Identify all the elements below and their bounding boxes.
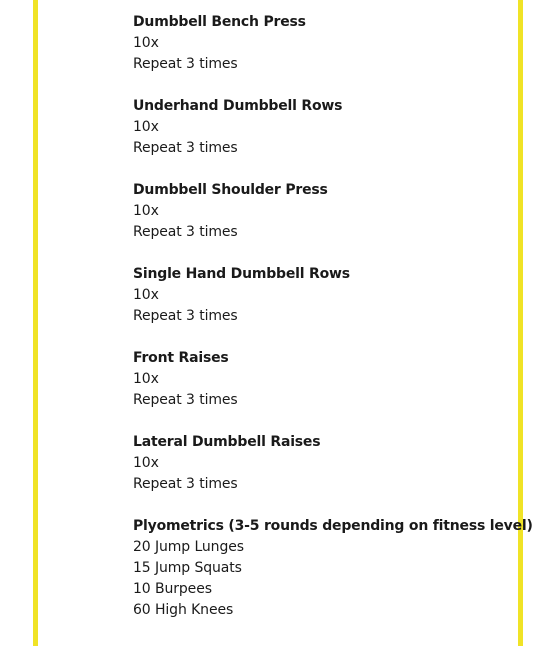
- exercise-title: Single Hand Dumbbell Rows: [133, 266, 350, 282]
- exercise-sets: Repeat 3 times: [133, 56, 238, 72]
- plyometrics-item: 15 Jump Squats: [133, 560, 242, 576]
- exercise-sets: Repeat 3 times: [133, 140, 238, 156]
- exercise-sets: Repeat 3 times: [133, 392, 238, 408]
- plyometrics-block: [133, 516, 533, 621]
- exercise-sets: Repeat 3 times: [133, 224, 238, 240]
- exercise-title: Underhand Dumbbell Rows: [133, 98, 343, 114]
- exercise-reps: 10x: [133, 35, 159, 51]
- content-frame: [33, 0, 533, 646]
- exercise-title: Lateral Dumbbell Raises: [133, 434, 321, 450]
- exercise-block: [133, 96, 513, 159]
- plyometrics-item: 10 Burpees: [133, 581, 212, 597]
- plyometrics-item: 60 High Knees: [133, 602, 234, 618]
- exercise-reps: 10x: [133, 203, 159, 219]
- plyometrics-title: Plyometrics (3-5 rounds depending on fitness level): [133, 518, 533, 534]
- exercise-block: [133, 180, 513, 243]
- exercise-sets: Repeat 3 times: [133, 476, 238, 492]
- exercise-reps: 10x: [133, 119, 159, 135]
- exercise-title: Front Raises: [133, 350, 229, 366]
- exercise-block: [133, 12, 513, 75]
- exercise-reps: 10x: [133, 287, 159, 303]
- exercise-reps: 10x: [133, 371, 159, 387]
- exercise-reps: 10x: [133, 455, 159, 471]
- exercise-title: Dumbbell Shoulder Press: [133, 182, 328, 198]
- plyometrics-item: 20 Jump Lunges: [133, 539, 244, 555]
- exercise-sets: Repeat 3 times: [133, 308, 238, 324]
- exercise-block: [133, 432, 513, 495]
- exercise-title: Dumbbell Bench Press: [133, 14, 306, 30]
- exercise-block: [133, 348, 513, 411]
- exercise-block: [133, 264, 513, 327]
- workout-list: [133, 12, 533, 642]
